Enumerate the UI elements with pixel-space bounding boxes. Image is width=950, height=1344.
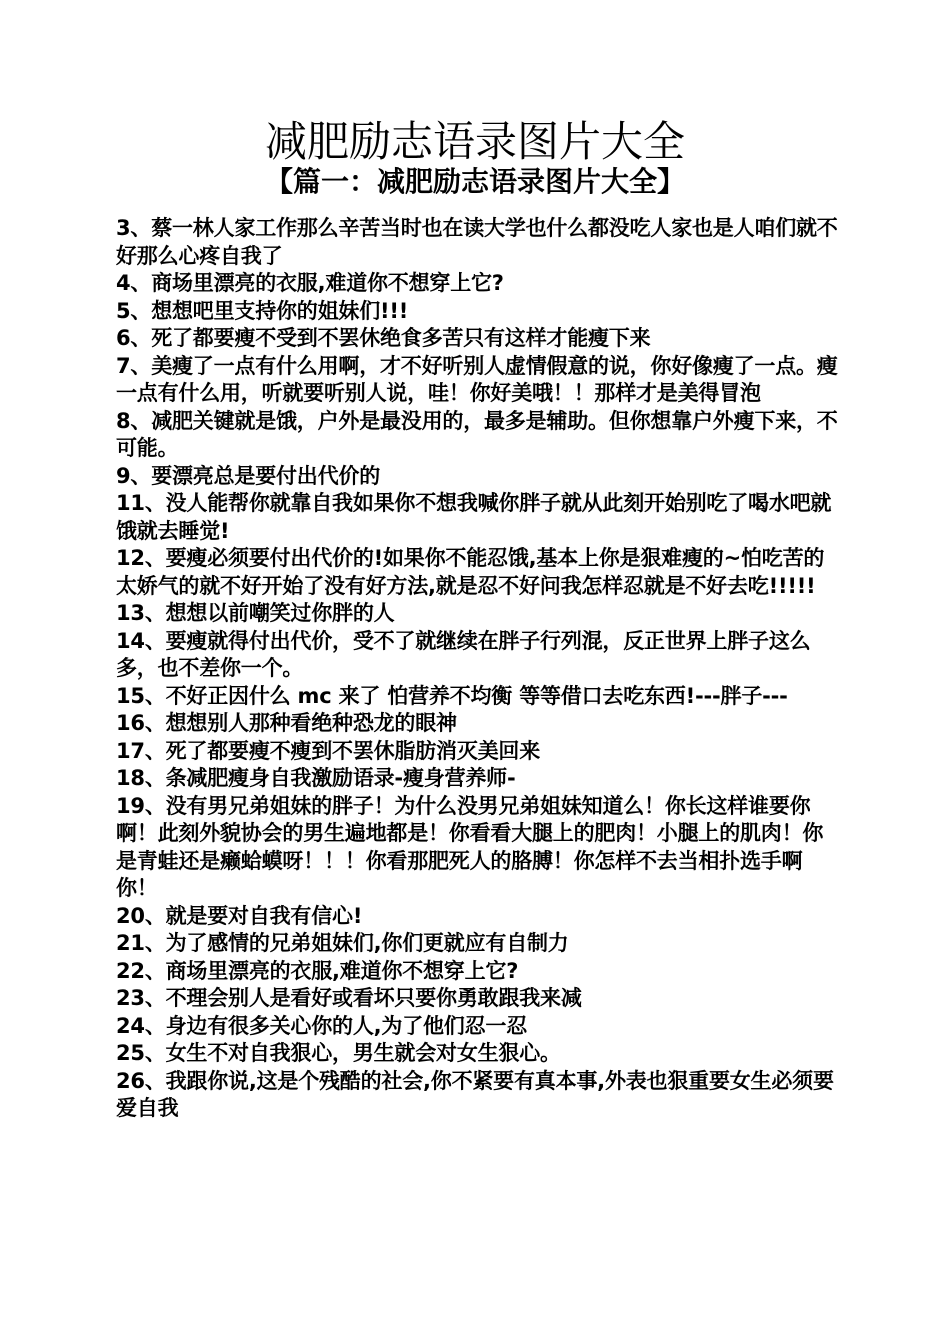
document-subtitle: 【篇一：减肥励志语录图片大全】 [264,165,685,198]
quote-item: 24、身边有很多关心你的人,为了他们忍一忍 [116,1013,527,1038]
quote-list [116,215,838,1123]
quote-item: 22、商场里漂亮的衣服,难道你不想穿上它? [116,958,519,983]
quote-item: 19、没有男兄弟姐妹的胖子！为什么没男兄弟姐妹知道么！你长这样谁要你啊！此刻外貌协会的男生遍地都是！你看看大腿上的肥肉！小腿上的肌肉！你是青蛙还是癞蛤蟆呀！！！你看那肥死人的胳膊！你怎样不去当相扑选手啊你！ [116,793,824,900]
quote-item: 25、女生不对自我狠心，男生就会对女生狠心。 [116,1041,561,1065]
quote-item: 11、没人能帮你就靠自我如果你不想我喊你胖子就从此刻开始别吃了喝水吧就饿就去睡觉! [116,491,832,543]
quote-item: 14、要瘦就得付出代价，受不了就继续在胖子行列混，反正世界上胖子这么多，也不差你一个。 [116,628,811,680]
quote-item: 16、想想别人那种看绝种恐龙的眼神 [116,711,457,735]
quote-item: 12、要瘦必须要付出代价的!如果你不能忍饿,基本上你是狠难瘦的~怕吃苦的太娇气的就不好开始了没有好方法,就是忍不好问我怎样忍就是不好去吃!!!!! [116,546,825,598]
quote-item: 9、要漂亮总是要付出代价的 [116,463,381,488]
quote-item: 7、美瘦了一点有什么用啊，才不好听别人虚情假意的说，你好像瘦了一点。瘦一点有什么用，听就要听别人说，哇！你好美哦！！那样才是美得冒泡 [116,353,838,405]
quote-item: 5、想想吧里支持你的姐妹们!!! [116,298,409,323]
quote-item: 6、死了都要瘦不受到不罢休绝食多苦只有这样才能瘦下来 [116,326,651,350]
quote-item: 21、为了感情的兄弟姐妹们,你们更就应有自制力 [116,931,569,955]
quote-item: 3、蔡一林人家工作那么辛苦当时也在读大学也什么都没吃人家也是人咱们就不好那么心疼自我了 [116,216,838,268]
quote-item: 17、死了都要瘦不瘦到不罢休脂肪消灭美回来 [116,738,541,763]
quote-item: 20、就是要对自我有信心! [116,903,363,928]
quote-item: 26、我跟你说,这是个残酷的社会,你不紧要有真本事,外表也狠重要女生必须要爱自我 [116,1068,834,1120]
quote-item: 13、想想以前嘲笑过你胖的人 [116,601,395,625]
quote-item: 23、不理会别人是看好或看坏只要你勇敢跟我来减 [116,986,582,1010]
quote-item: 4、商场里漂亮的衣服,难道你不想穿上它? [116,271,504,295]
document-title: 减肥励志语录图片大全 [264,117,685,166]
quote-item: 18、条减肥瘦身自我激励语录-瘦身营养师- [116,766,516,790]
quote-item: 8、减肥关键就是饿，户外是最没用的，最多是辅助。但你想靠户外瘦下来，不可能。 [116,408,838,460]
quote-item: 15、不好正因什么 mc 来了 怕营养不均衡 等等借口去吃东西!---胖子--- [116,683,788,708]
